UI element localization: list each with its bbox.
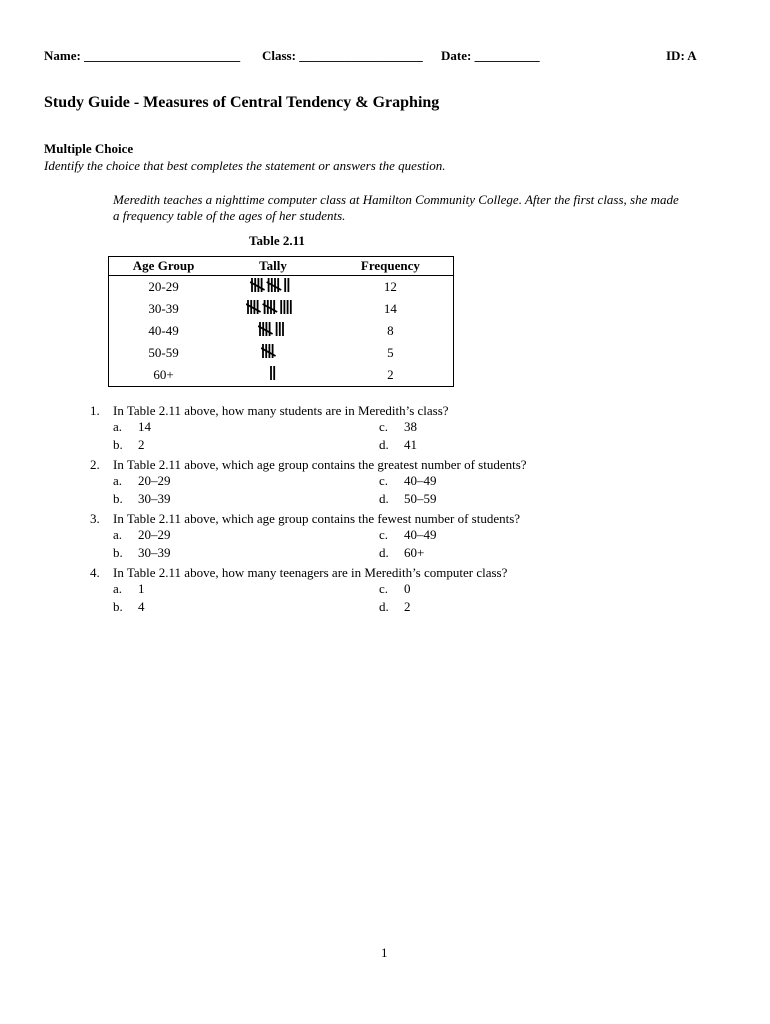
option-letter: c. xyxy=(379,581,389,596)
date-field-label: Date: __________ xyxy=(441,48,540,63)
column-header-frequency: Frequency xyxy=(328,257,454,276)
option-d xyxy=(379,491,437,507)
page-title: Study Guide - Measures of Central Tendency & Graphing xyxy=(44,94,440,111)
option-text: 2 xyxy=(138,437,145,452)
option-letter: a. xyxy=(113,419,123,434)
option-text: 50–59 xyxy=(404,491,437,506)
frequency-cell: 2 xyxy=(387,367,394,382)
question-number: 3. xyxy=(90,511,100,526)
question-number: 4. xyxy=(90,565,100,580)
tally-cell xyxy=(218,342,328,364)
age-group-cell: 40-49 xyxy=(148,323,179,338)
option-text: 0 xyxy=(404,581,411,596)
option-letter: a. xyxy=(113,527,123,542)
option-text: 38 xyxy=(404,419,417,434)
option-text: 30–39 xyxy=(138,491,171,506)
table-row xyxy=(109,276,454,299)
frequency-cell: 12 xyxy=(383,279,397,294)
option-letter: d. xyxy=(379,545,389,560)
age-group-cell: 50-59 xyxy=(148,345,179,360)
tally-svg xyxy=(250,277,297,293)
option-text: 20–29 xyxy=(138,527,171,542)
tally-marks xyxy=(258,321,288,341)
section-heading: Multiple Choice xyxy=(44,141,134,156)
option-letter: c. xyxy=(379,473,389,488)
question-text: In Table 2.11 above, which age group contains the fewest number of students? xyxy=(113,511,521,526)
option-letter: b. xyxy=(113,545,123,560)
option-text: 60+ xyxy=(404,545,425,560)
question-text: In Table 2.11 above, which age group contains the greatest number of students? xyxy=(113,457,527,472)
frequency-cell: 5 xyxy=(387,345,394,360)
class-field-label: Class: ___________________ xyxy=(262,48,423,63)
question-4 xyxy=(90,565,507,581)
option-letter: d. xyxy=(379,437,389,452)
option-letter: b. xyxy=(113,491,123,506)
passage-line-2: a frequency table of the ages of her students. xyxy=(113,208,346,223)
question-text: In Table 2.11 above, how many students are in Meredith’s class? xyxy=(113,403,449,418)
section-instructions: Identify the choice that best completes the statement or answers the question. xyxy=(44,158,446,173)
option-a xyxy=(113,581,145,597)
table-row xyxy=(109,320,454,342)
tally-cell xyxy=(218,320,328,342)
tally-svg xyxy=(246,299,299,315)
option-text: 41 xyxy=(404,437,417,452)
option-c xyxy=(379,581,411,597)
option-c xyxy=(379,527,437,543)
tally-cell xyxy=(218,298,328,320)
tally-svg xyxy=(258,321,288,337)
tally-cell xyxy=(218,276,328,299)
option-b xyxy=(113,599,145,615)
option-b xyxy=(113,545,171,561)
tally-marks xyxy=(269,365,276,385)
column-header-age-group: Age Group xyxy=(109,257,219,276)
table-row xyxy=(109,364,454,387)
frequency-table xyxy=(108,256,454,387)
question-number: 1. xyxy=(90,403,100,418)
option-letter: c. xyxy=(379,527,389,542)
option-letter: a. xyxy=(113,581,123,596)
option-text: 4 xyxy=(138,599,145,614)
option-letter: c. xyxy=(379,419,389,434)
passage-line-1: Meredith teaches a nighttime computer class at Hamilton Community College. After the first class, she made xyxy=(113,192,679,207)
option-b xyxy=(113,491,171,507)
option-c xyxy=(379,473,437,489)
age-group-cell: 30-39 xyxy=(148,301,179,316)
option-text: 40–49 xyxy=(404,473,437,488)
option-letter: b. xyxy=(113,437,123,452)
tally-svg xyxy=(269,365,276,381)
option-b xyxy=(113,437,145,453)
name-field-label: Name: ________________________ xyxy=(44,48,241,63)
question-1 xyxy=(90,403,449,419)
table-row xyxy=(109,298,454,320)
id-label: ID: A xyxy=(666,48,697,63)
option-letter: a. xyxy=(113,473,123,488)
option-text: 1 xyxy=(138,581,145,596)
age-group-cell: 20-29 xyxy=(148,279,179,294)
tally-cell xyxy=(218,364,328,387)
option-c xyxy=(379,419,417,435)
page-number: 1 xyxy=(381,945,388,960)
table-row xyxy=(109,342,454,364)
column-header-tally: Tally xyxy=(218,257,328,276)
option-a xyxy=(113,419,151,435)
table-caption: Table 2.11 xyxy=(249,233,305,248)
option-text: 20–29 xyxy=(138,473,171,488)
option-d xyxy=(379,437,417,453)
tally-marks xyxy=(246,299,299,319)
age-group-cell: 60+ xyxy=(153,367,174,382)
question-text: In Table 2.11 above, how many teenagers are in Meredith’s computer class? xyxy=(113,565,508,580)
tally-svg xyxy=(261,343,285,359)
option-letter: d. xyxy=(379,599,389,614)
option-letter: d. xyxy=(379,491,389,506)
option-letter: b. xyxy=(113,599,123,614)
tally-marks xyxy=(261,343,285,363)
option-text: 14 xyxy=(138,419,151,434)
option-a xyxy=(113,473,171,489)
option-text: 30–39 xyxy=(138,545,171,560)
question-number: 2. xyxy=(90,457,100,472)
option-d xyxy=(379,545,424,561)
option-d xyxy=(379,599,411,615)
frequency-cell: 14 xyxy=(383,301,397,316)
question-2 xyxy=(90,457,527,473)
option-a xyxy=(113,527,171,543)
question-3 xyxy=(90,511,520,527)
option-text: 2 xyxy=(404,599,411,614)
tally-marks xyxy=(250,277,297,297)
option-text: 40–49 xyxy=(404,527,437,542)
table-header-row xyxy=(109,257,454,276)
frequency-cell: 8 xyxy=(387,323,394,338)
